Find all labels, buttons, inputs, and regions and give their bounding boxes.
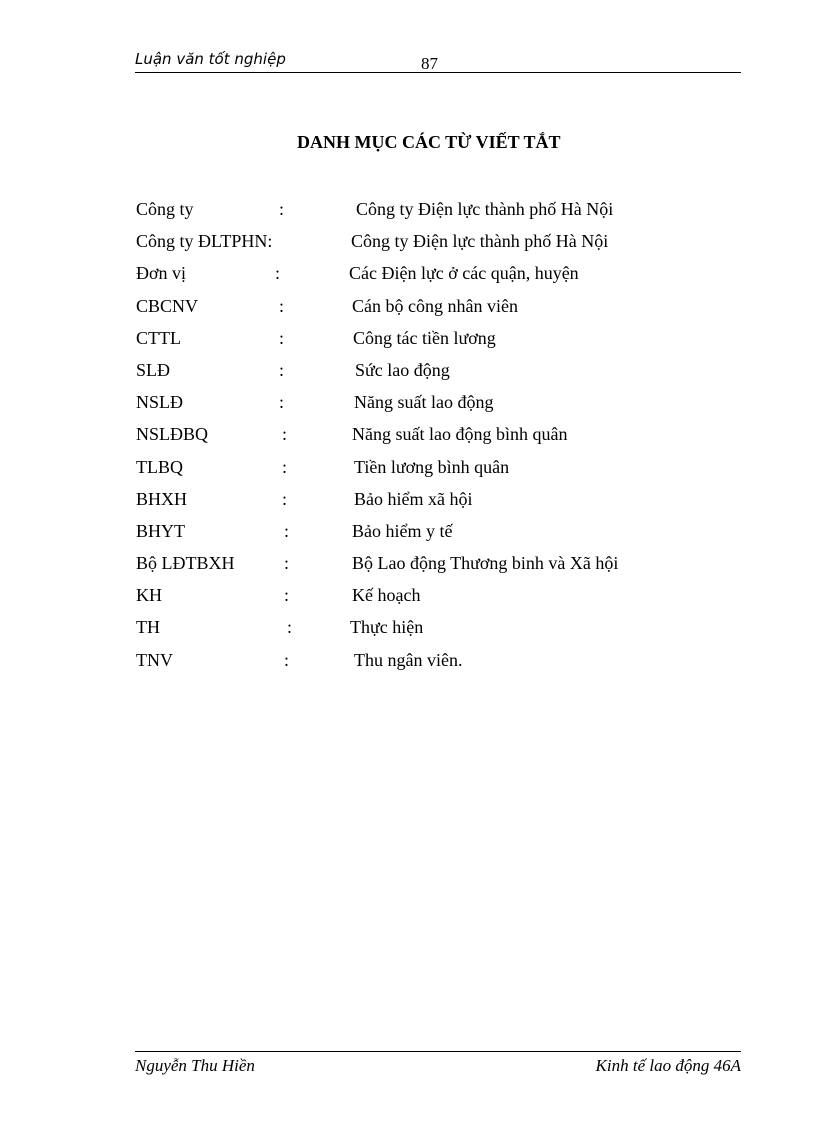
abbreviation-term: NSLĐBQ (136, 424, 209, 445)
abbreviation-definition: Thu ngân viên. (354, 649, 463, 670)
abbreviation-row (136, 294, 696, 326)
abbreviation-row (136, 583, 696, 615)
abbreviation-definition: Năng suất lao động (354, 392, 494, 413)
abbreviation-colon: : (279, 392, 285, 413)
abbreviation-definition: Bảo hiểm xã hội (354, 488, 473, 509)
abbreviation-definition: Năng suất lao động bình quân (352, 424, 568, 445)
abbreviation-term: TLBQ (136, 456, 183, 477)
abbreviation-term: Đơn vị (136, 263, 187, 284)
abbreviation-term: SLĐ (136, 359, 171, 380)
abbreviation-row (136, 648, 696, 680)
abbreviation-colon: : (279, 295, 285, 316)
abbreviation-colon: : (282, 488, 288, 509)
abbreviation-definition: Công tác tiền lương (353, 327, 496, 348)
abbreviation-term: BHYT (136, 520, 185, 541)
abbreviation-row (136, 615, 696, 647)
abbreviation-colon: : (284, 520, 290, 541)
abbreviation-definition: Bảo hiểm y tế (352, 520, 453, 541)
abbreviation-term: KH (136, 585, 162, 606)
abbreviation-row (136, 358, 696, 390)
abbreviation-row (136, 390, 696, 422)
abbreviation-row (136, 455, 696, 487)
abbreviation-list (136, 197, 696, 680)
page-number: 87 (421, 54, 438, 73)
abbreviation-row (136, 326, 696, 358)
abbreviation-term: BHXH (136, 488, 188, 509)
abbreviation-definition: Sức lao động (355, 359, 450, 380)
abbreviation-colon: : (275, 263, 281, 284)
abbreviation-definition: Công ty Điện lực thành phố Hà Nội (356, 199, 614, 219)
abbreviation-colon: : (284, 553, 290, 574)
page-header (135, 46, 741, 73)
abbreviation-row (136, 422, 696, 454)
abbreviation-row (136, 197, 696, 229)
abbreviation-row (136, 519, 696, 551)
abbreviation-colon: : (282, 424, 288, 445)
abbreviation-term: Bộ LĐTBXH (136, 553, 235, 574)
abbreviation-term: CTTL (136, 327, 181, 348)
page-footer (135, 1051, 741, 1078)
abbreviation-definition: Cán bộ công nhân viên (352, 295, 518, 316)
abbreviation-definition: Thực hiện (350, 617, 424, 638)
abbreviation-colon: : (279, 199, 285, 219)
header-document-type: Luận văn tốt nghiệp (135, 50, 286, 68)
abbreviation-definition: Bộ Lao động Thương binh và Xã hội (352, 553, 619, 574)
abbreviation-term: TNV (136, 649, 173, 670)
abbreviation-row (136, 229, 696, 261)
abbreviation-colon: : (287, 617, 293, 638)
footer-author: Nguyễn Thu Hiền (135, 1056, 255, 1075)
abbreviation-definition: Tiền lương bình quân (354, 456, 510, 477)
abbreviation-term: TH (136, 617, 160, 638)
abbreviation-colon: : (284, 649, 290, 670)
abbreviation-row (136, 261, 696, 293)
page-title: DANH MỤC CÁC TỪ VIẾT TẮT (297, 132, 561, 152)
abbreviation-term: Công ty (136, 199, 194, 219)
abbreviation-term: Công ty ĐLTPHN: (136, 231, 273, 252)
abbreviation-term: NSLĐ (136, 392, 184, 413)
abbreviation-colon: : (279, 327, 285, 348)
abbreviation-term: CBCNV (136, 295, 199, 316)
abbreviation-colon: : (282, 456, 288, 477)
abbreviation-row (136, 551, 696, 583)
abbreviation-definition: Công ty Điện lực thành phố Hà Nội (351, 231, 609, 252)
abbreviation-colon: : (279, 359, 285, 380)
footer-class: Kinh tế lao động 46A (595, 1056, 741, 1075)
abbreviation-definition: Kế hoạch (352, 585, 421, 606)
abbreviation-definition: Các Điện lực ở các quận, huyện (349, 263, 579, 284)
abbreviation-colon: : (284, 585, 290, 606)
abbreviation-row (136, 487, 696, 519)
